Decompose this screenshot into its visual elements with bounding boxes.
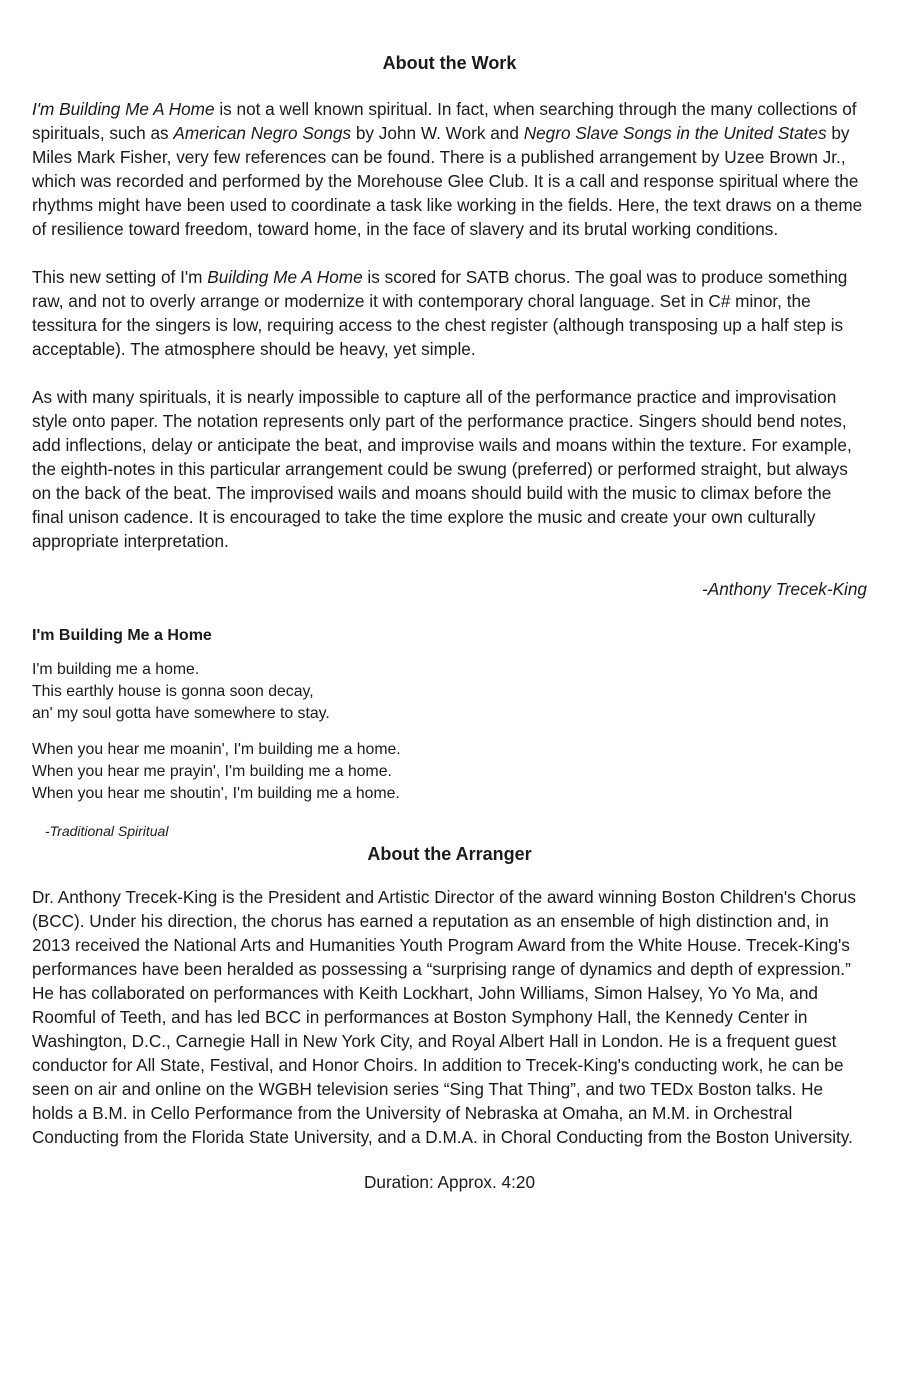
poem-line: I'm building me a home. (32, 661, 200, 678)
para2-text-2: is scored for SATB chorus. The goal was to produce something raw, and not to overly arrange or modernize it with contemporary choral language. Set in C# minor, the tessitura for the singers is low, requiring access to the chest register (although transposing up a half step is acceptable). The atmosphere should be heavy, yet simple. (32, 267, 848, 359)
about-work-paragraph-3: As with many spirituals, it is nearly impossible to capture all of the performance practice and improvisation style onto paper. The notation represents only part of the performance practice. Singers should bend notes, add inflections, delay or anticipate the beat, and improvise wails and moans within the texture. For example, the eighth-notes in this particular arrangement could be swung (preferred) or performed straight, but always on the back of the beat. The improvised wails and moans should build with the music to climax before the final unison cadence. It is encouraged to take the time explore the music and create your own culturally appropriate interpretation. (32, 387, 852, 551)
poem-title: I'm Building Me a Home (32, 627, 212, 644)
about-work-title: About the Work (382, 53, 517, 73)
work-title-italic-2: Building Me A Home (207, 267, 363, 287)
poem-line: When you hear me shoutin', I'm building me a home. (32, 785, 400, 802)
work-title-italic: I'm Building Me A Home (32, 99, 215, 119)
poem-line: an' my soul gotta have somewhere to stay. (32, 705, 330, 722)
poem-line: When you hear me prayin', I'm building me a home. (32, 763, 392, 780)
poem-line: When you hear me moanin', I'm building me a home. (32, 741, 401, 758)
author-signature: -Anthony Trecek-King (702, 579, 867, 599)
about-work-paragraph-1 (32, 97, 867, 241)
duration-text: Duration: Approx. 4:20 (363, 1172, 536, 1192)
collection-title-1-italic: American Negro Songs (173, 123, 352, 143)
para1-text-1: is not a well known spiritual. In fact, when searching through the many collections of spirituals, such as (32, 99, 857, 143)
poem-stanza-2 (32, 739, 867, 805)
poem-attribution: -Traditional Spiritual (45, 823, 169, 839)
about-arranger-paragraph: Dr. Anthony Trecek-King is the President and Artistic Director of the award winning Boston Children's Chorus (BCC). Under his direction, the chorus has earned a reputation as an ensemble of high distinction and, in 2013 received the National Arts and Humanities Youth Program Award from the White House. Trecek-King's performances have been heralded as possessing a “surprising range of dynamics and depth of expression.” He has collaborated on performances with Keith Lockhart, John Williams, Simon Halsey, Yo Yo Ma, and Roomful of Teeth, and has led BCC in performances at Boston Symphony Hall, the Kennedy Center in Washington, D.C., Carnegie Hall in New York City, and Royal Albert Hall in London. He is a frequent guest conductor for All State, Festival, and Honor Choirs. In addition to Trecek-King's conducting work, he can be seen on air and online on the WGBH television series “Sing That Thing”, and two TEDx Boston talks. He holds a B.M. in Cello Performance from the University of Nebraska at Omaha, an M.M. in Orchestral Conducting from the Florida State University, and a D.M.A. in Choral Conducting from the Boston University. (32, 887, 856, 1147)
poem-line: This earthly house is gonna soon decay, (32, 683, 314, 700)
poem-stanza-1 (32, 659, 867, 725)
collection-title-2-italic: Negro Slave Songs in the United States (523, 123, 827, 143)
para2-text-1: This new setting of I'm (32, 267, 208, 287)
about-arranger-title: About the Arranger (367, 844, 532, 864)
para1-text-3: by Miles Mark Fisher, very few references can be found. There is a published arrangement by Uzee Brown Jr., which was recorded and performed by the Morehouse Glee Club. It is a call and response spiritual where the rhythms might have been used to coordinate a task like working in the fields. Here, the text draws on a theme of resilience toward freedom, toward home, in the face of slavery and its brutal working conditions. (32, 123, 863, 239)
para1-text-2: by John W. Work and (351, 123, 524, 143)
about-work-paragraph-2 (32, 265, 867, 361)
